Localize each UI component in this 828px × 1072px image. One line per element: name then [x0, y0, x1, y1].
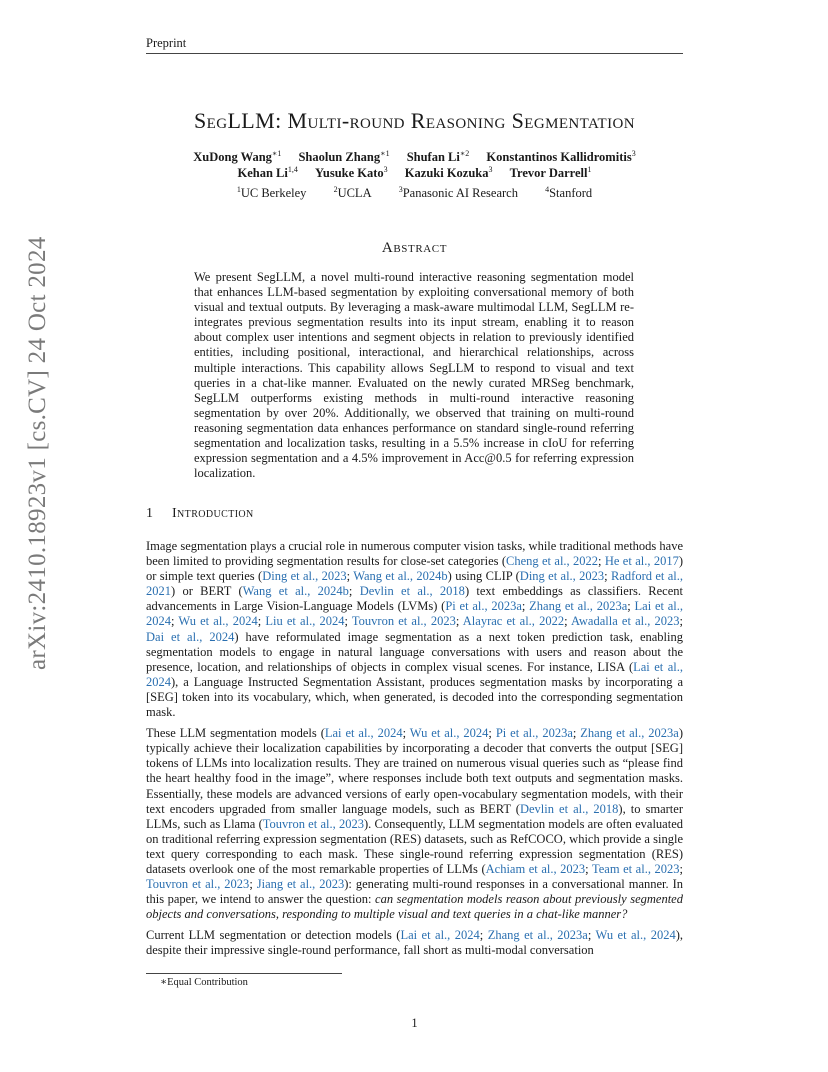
paragraph-text: ) using CLIP (: [447, 569, 520, 584]
paragraph-text: ;: [249, 877, 257, 892]
citation-link[interactable]: Zhang et al., 2023a: [487, 928, 588, 943]
paragraph-text: ). Consequently, LLM segmentation models are often evaluated on traditional referring expression segmentation (RES) datasets, such as RefCOCO, which provide a single text query corresponding to each mask. These single-round referring expression segmentation (RES) datasets overlook one of the most remarkable properties of LLMs (: [146, 816, 683, 876]
citation-link[interactable]: He et al., 2017: [604, 554, 679, 569]
paragraph-text: ;: [587, 928, 596, 943]
affiliation: $^4$Stanford: [545, 184, 593, 200]
author: Kazuki Kozuka$^3$: [404, 164, 493, 180]
author: Kehan Li$^{1,4}$: [237, 164, 298, 180]
paragraph-text: ) or BERT (: [171, 584, 243, 599]
body-text: [146, 539, 683, 965]
author: Yusuke Kato$^3$: [315, 164, 388, 180]
paragraph-text: ) text embeddings as classifiers. Recent advancements in Large Vision-Language Models (LVMs) (: [146, 584, 683, 614]
paragraph-text: ;: [679, 861, 683, 876]
citation-link[interactable]: Zhang et al., 2023a: [529, 599, 628, 614]
paragraph-text: ;: [348, 584, 360, 599]
citation-link[interactable]: Ding et al., 2023: [262, 569, 347, 584]
paragraph-text: ), a Language Instructed Segmentation Assistant, produces segmentation masks by incorporating a [SEG] token into its vocabulary, which, when generated, is decoded into the corresponding segmentation mask.: [146, 674, 683, 720]
author: Shufan $Li^{∗2}$: [406, 148, 470, 164]
citation-link[interactable]: Wang et al., 2024b: [353, 569, 448, 584]
section-title: Introduction: [172, 506, 254, 521]
paragraph-text: ;: [572, 726, 581, 741]
abstract-heading: Abstract: [381, 240, 448, 256]
citation-link[interactable]: Wu et al., 2024: [409, 726, 489, 741]
paragraph-text: ;: [679, 614, 683, 629]
citation-link[interactable]: Wu et al., 2024: [178, 614, 258, 629]
citation-link[interactable]: Devlin et al., 2018: [519, 801, 619, 816]
citation-link[interactable]: Devlin et al., 2018: [359, 584, 465, 599]
paragraph-text: ), to smarter LLMs, such as Llama (: [146, 801, 683, 831]
paragraph: [146, 928, 683, 958]
paragraph-text: ;: [344, 614, 352, 629]
affiliation: $^2$UCLA: [333, 184, 372, 200]
author: Shaolun Zhang$^{∗1}$: [298, 148, 390, 164]
paragraph-text: ) or simple text queries (: [146, 554, 683, 584]
paragraph-text: ;: [521, 599, 530, 614]
paragraph-text: Current LLM segmentation or detection models (: [146, 928, 401, 943]
footnote: ∗Equal Contribution: [160, 977, 248, 988]
affiliation-list: [146, 185, 683, 201]
citation-link[interactable]: Wu et al., 2024: [595, 928, 676, 943]
citation-link[interactable]: Team et al., 2023: [591, 861, 680, 876]
paragraph: [146, 539, 683, 720]
citation-link[interactable]: Lai et al., 2024: [146, 599, 684, 629]
paragraph-text: Image segmentation plays a crucial role in numerous computer vision tasks, while traditional methods have been limited to providing segmentation results for close-set categories (: [146, 539, 684, 569]
section-heading: [146, 506, 683, 522]
author-list: [146, 149, 683, 181]
paragraph-text: ;: [488, 726, 496, 741]
citation-link[interactable]: Alayrac et al., 2022: [462, 614, 565, 629]
author: Konstantinos Kallidromitis$^3$: [486, 148, 636, 164]
citation-link[interactable]: Lai et al., 2024: [400, 928, 480, 943]
citation-link[interactable]: Lai et al., 2024: [324, 726, 403, 741]
paragraph-text: ;: [585, 861, 592, 876]
paragraph-text: ;: [627, 599, 635, 614]
running-header: [146, 36, 683, 54]
citation-link[interactable]: Radford et al., 2021: [146, 569, 683, 599]
citation-link[interactable]: Cheng et al., 2022: [506, 554, 599, 569]
paragraph-text: ;: [564, 614, 572, 629]
abstract-text: We present SegLLM, a novel multi-round interactive reasoning segmentation model that enhances LLM-based segmentation by exploiting conversational memory of both visual and textual outputs. By leveraging a mask-aware multimodal LLM, SegLLM re-integrates previous segmentation results into its input stream, enabling it to reason about complex user intentions and segment objects in relation to previously identified entities, including positional, interactional, and hierarchical relationships, across multiple interactions. This capability allows SegLLM to respond to visual and text queries in a chat-like manner. Evaluated on the newly curated MRSeg benchmark, SegLLM outperforms existing methods in multi-round interactive reasoning segmentation by over 20%. Additionally, we observed that training on multi-round reasoning segmentation data enhances performance on standard single-round referring segmentation and localization tasks, resulting in a 5.5% increase in cIoU for referring expression segmentation and a 4.5% improvement in Acc@0.5 for referring expression localization.: [194, 270, 634, 481]
paragraph-text: ;: [257, 614, 266, 629]
citation-link[interactable]: Achiam et al., 2023: [485, 861, 586, 876]
paragraph-text: ), despite their impressive single-round performance, fall short as multi-modal conversation: [146, 928, 684, 958]
paragraph-text: These LLM segmentation models (: [146, 726, 325, 741]
page-number: 1: [411, 1016, 418, 1030]
citation-link[interactable]: Lai et al., 2024: [146, 659, 684, 689]
paper-title: SegLLM: Multi-round Reasoning Segmentation: [194, 108, 635, 133]
paragraph-text: ): generating multi-round responses in a conversational manner. In this paper, we intend to answer the question:: [146, 877, 683, 907]
section-number: 1: [146, 506, 154, 521]
citation-link[interactable]: Jiang et al., 2023: [256, 877, 345, 892]
citation-link[interactable]: Liu et al., 2024: [265, 614, 345, 629]
citation-link[interactable]: Awadalla et al., 2023: [571, 614, 680, 629]
paragraph-text: ;: [455, 614, 463, 629]
affiliation: $^1$UC Berkeley: [236, 184, 307, 200]
paragraph-text: ;: [479, 928, 488, 943]
paragraph-text: ;: [598, 554, 605, 569]
citation-link[interactable]: Wang et al., 2024b: [242, 584, 349, 599]
citation-link[interactable]: Pi et al., 2023a: [495, 726, 573, 741]
affiliation: $^3$Panasonic AI Research: [398, 184, 518, 200]
paragraph-text: ;: [346, 569, 354, 584]
citation-link[interactable]: Touvron et al., 2023: [262, 816, 364, 831]
citation-link[interactable]: Ding et al., 2023: [519, 569, 605, 584]
header-label: Preprint: [146, 36, 187, 50]
citation-link[interactable]: Touvron et al., 2023: [146, 877, 250, 892]
research-question: can segmentation models reason about previously segmented objects and conversations, responding to multiple visual and text queries in a chat-like manner?: [146, 892, 683, 922]
author: Trevor Darrell$^1$: [509, 164, 592, 180]
citation-link[interactable]: Dai et al., 2024: [146, 629, 235, 644]
paragraph-text: ;: [171, 614, 179, 629]
citation-link[interactable]: Pi et al., 2023a: [445, 599, 522, 614]
paragraph: [146, 726, 683, 922]
arxiv-identifier: arXiv:2410.18923v1 [cs.CV] 24 Oct 2024: [24, 236, 51, 670]
citation-link[interactable]: Touvron et al., 2023: [351, 614, 456, 629]
paragraph-text: ) typically achieve their localization capabilities by incorporating a decoder that converts the output [SEG] tokens of LLMs into localization results. They are trained on numerous visual queries such as “please find the heart healthy food in the image”, where responses include both text outputs and segmentation masks. Essentially, these models are advanced versions of early open-vocabulary segmentation models, with their text encoders upgraded from smaller language models, such as BERT (: [146, 726, 684, 816]
paragraph-text: ;: [402, 726, 410, 741]
citation-link[interactable]: Zhang et al., 2023a: [580, 726, 679, 741]
footnote-divider: [146, 973, 342, 974]
paragraph-text: ) have reformulated image segmentation as a next token prediction task, enabling segmentation models to engage in natural language conversations with users and reason about the presence, location, and relationships of objects in complex visual scenes. For instance, LISA (: [146, 629, 683, 674]
paragraph-text: ;: [604, 569, 612, 584]
author: XuDong Wang$^{∗1}$: [193, 148, 282, 164]
